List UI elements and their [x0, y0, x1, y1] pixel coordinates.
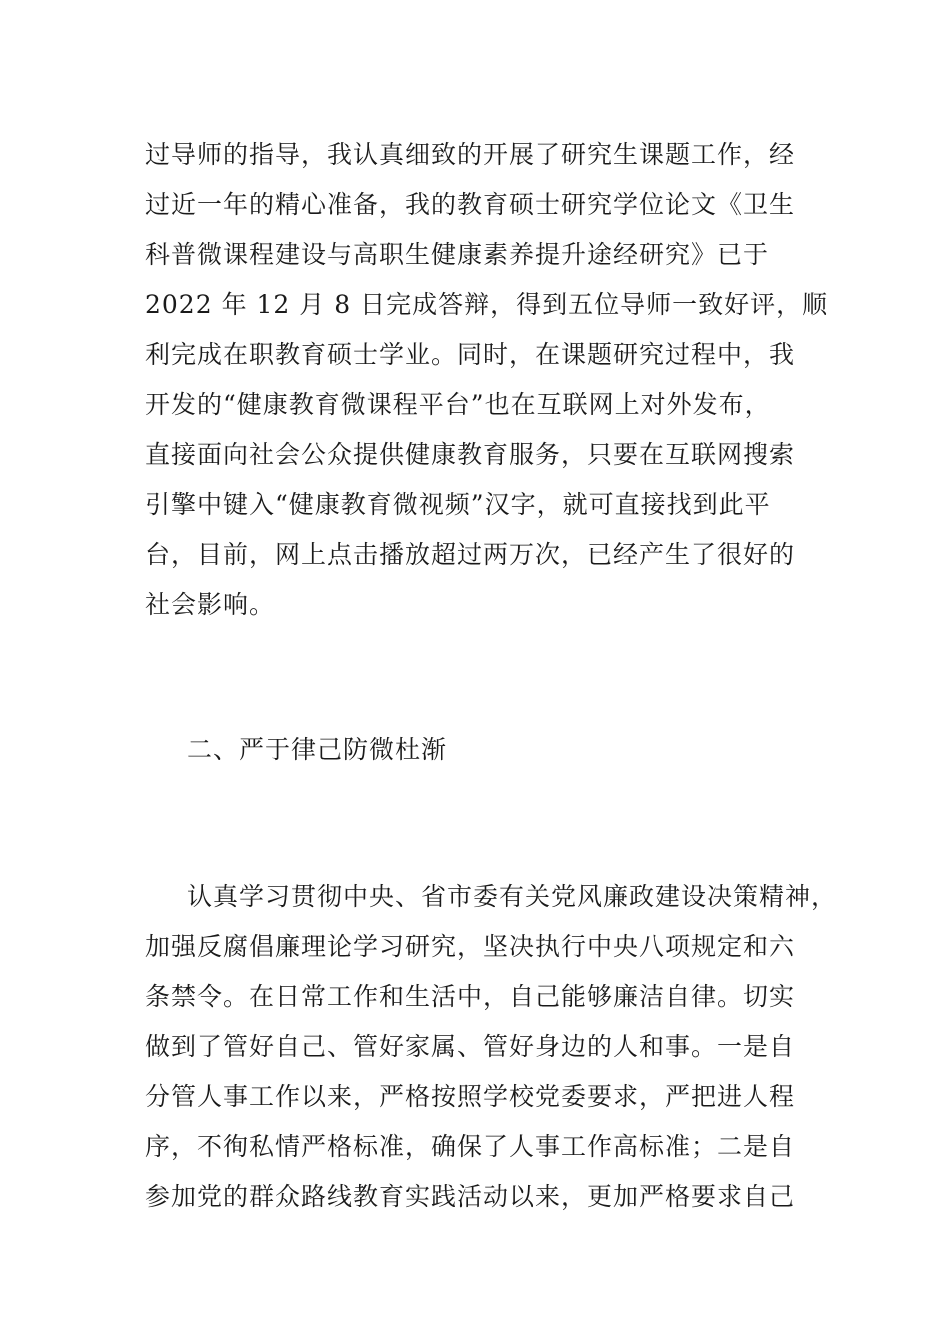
paragraph-line: 直接面向社会公众提供健康教育服务，只要在互联网搜索 [145, 440, 796, 469]
section-heading: 二、严于律己防微杜渐 [187, 735, 448, 764]
paragraph-line: 条禁令。在日常工作和生活中，自己能够廉洁自律。切实 [145, 982, 796, 1011]
paragraph-line: 科普微课程建设与高职生健康素养提升途经研究》已于 [145, 240, 770, 269]
paragraph-line: 参加党的群众路线教育实践活动以来，更加严格要求自己 [145, 1182, 796, 1211]
paragraph-line: 台，目前，网上点击播放超过两万次，已经产生了很好的 [145, 540, 796, 569]
paragraph-line: 做到了管好自己、管好家属、管好身边的人和事。一是自 [145, 1032, 796, 1061]
paragraph-line: 引擎中键入“健康教育微视频”汉字，就可直接找到此平 [145, 490, 771, 519]
paragraph-line: 开发的“健康教育微课程平台”也在互联网上对外发布， [145, 390, 771, 419]
paragraph-line: 2022 年 12 月 8 日完成答辩，得到五位导师一致好评，顺 [145, 290, 829, 319]
paragraph-line: 认真学习贯彻中央、省市委有关党风廉政建设决策精神， [187, 882, 838, 911]
paragraph-line: 过近一年的精心准备，我的教育硕士研究学位论文《卫生 [145, 190, 796, 219]
paragraph-line: 序，不徇私情严格标准，确保了人事工作高标准；二是自 [145, 1132, 796, 1161]
paragraph-line: 分管人事工作以来，严格按照学校党委要求，严把进人程 [145, 1082, 796, 1111]
paragraph-line: 加强反腐倡廉理论学习研究，坚决执行中央八项规定和六 [145, 932, 796, 961]
paragraph-line: 利完成在职教育硕士学业。同时，在课题研究过程中，我 [145, 340, 796, 369]
paragraph-line: 过导师的指导，我认真细致的开展了研究生课题工作，经 [145, 140, 796, 169]
paragraph-line: 社会影响。 [145, 590, 276, 619]
